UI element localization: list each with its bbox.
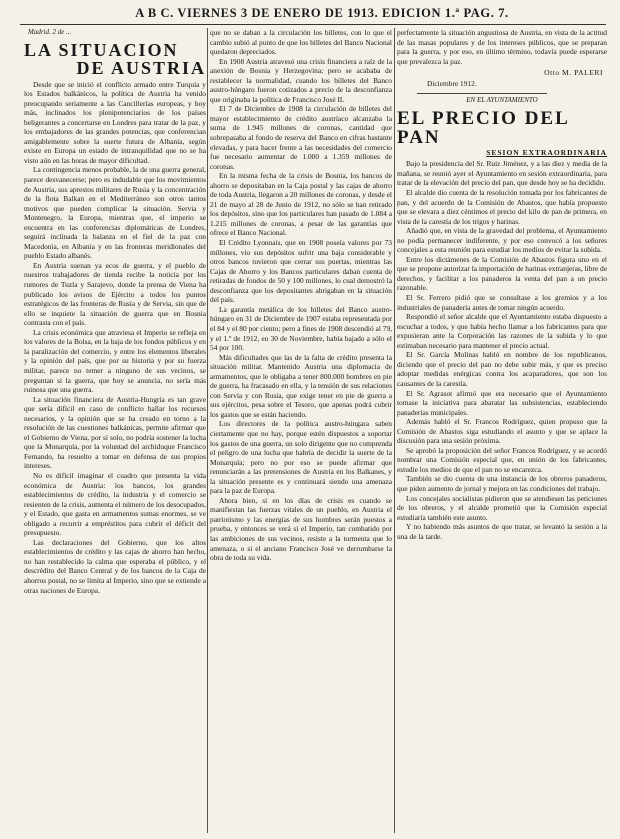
paragraph: que no se daban a la circulación los billetes, con lo que el cambio subió al punto de que los billetes del Banco Nacional quedaron depreciados. xyxy=(210,28,392,57)
paragraph: Los directores de la política austro-húngara saben ciertamente que no hay, porque estén dispuestos a soportar los gastos de una guerra, un solo dirigente que no comprenda el peligro de una lucha que habría de decidir la suerte de la Monarquía; pero no por eso se puede afirmar que renunciarán a las pretensiones de Austria en los Balkanes, y la situación presente es y continuará siendo una amenaza para la paz de Europa. xyxy=(210,419,392,496)
header-rule xyxy=(20,24,606,25)
paragraph: El Crédito Lyonnais, que en 1908 poseía valores por 73 millones, vio sus depósitos sufrir una baja considerable y otros bancos tuvieron que cerrar sus puertas, mientras las Cajas de Ahorro y los Bancos particulares daban cuenta de retiradas de fondos de 50 y 100 millones, lo cual demostró la desconfianza que los depositantes abrigaban en la situación del país. xyxy=(210,238,392,305)
paragraph: En la misma fecha de la crisis de Bosnia, los bancos de ahorro se depositaban en la Caja postal y las cajas de ahorro de toda Austria, llegaron a 20 millones de coronas, y desde el 21 de mayo al 28 de Junio de 1912, no sólo se han retirado los depósitos, sino que los particulares han pasado de 1.084 a 1.215 millones de coronas, a pesar de las garantías que ofrece el Banco Nacional. xyxy=(210,171,392,238)
paragraph: Se aprobó la proposición del señor Francos Rodríguez, y se acordó nombrar una Comisión especial que, en unión de los fabricantes, estudie los medios de que el pan no se encarezca. xyxy=(397,445,607,474)
paragraph: Respondió el señor alcalde que el Ayuntamiento estaba dispuesto a escuchar a todos, y que había hecho llamar a los fabricantes para que expusieran ante la Corporación las razones de la subida y lo que estimaban necesario para mantener el precio actual. xyxy=(397,312,607,350)
paragraph: Entre los dictámenes de la Comisión de Abastos figura uno en el que se propone autorizar la importación de harinas extranjeras, libre de derechos, y facilitar a los panaderos la venta del pan a un precio razonable. xyxy=(397,254,607,293)
paragraph: En Austria suenan ya ecos de guerra, y el pueblo de nuestros trabajadores de tienda recibe la noticia por los rumores de Tuzla y Sarajevo, donde la prensa de Viena ha publicado los avisos de Ejército a todos los puntos estratégicos de las fronteras de Rusia y de Servia, sin que de ello se inquiete la situación de guerra que en Bosnia contrasta con el país. xyxy=(24,260,206,328)
paragraph: El alcalde dio cuenta de la resolución tomada por los fabricantes de pan, y del acuerdo de la Comisión de Abastos, que había propuesto que se elevara a diez céntimos el precio del kilo de pan de primera, en vista de la carestía de los trigos y harinas. xyxy=(397,188,607,226)
paragraph: Bajo la presidencia del Sr. Ruiz Jiménez, y a las diez y media de la mañana, se reunió ayer el Ayuntamiento en sesión extraordinaria, para tratar de la elevación del precio del pan, que desde hoy se ha decidido. xyxy=(397,159,607,188)
section-kicker: EN EL AYUNTAMIENTO xyxy=(466,96,538,105)
paragraph: La garantía metálica de los billetes del Banco austro-húngaro en 31 de Diciembre de 1907 estaba representada por el 84 y el 80 por ciento; pero a fines de 1908 descendió al 79, y el 1.º de 1912, en 30 de Noviembre, había bajado a sólo el 54 por 100. xyxy=(210,304,392,353)
paragraph: Los concejales socialistas pidieron que se atendiesen las peticiones de los obreros, y el alcalde prometió que la Comisión especial estudiaría también este asunto. xyxy=(397,493,607,522)
column-divider xyxy=(394,28,395,833)
column-1 xyxy=(24,28,206,833)
paragraph: No es difícil imaginar el cuadro que presenta la vida económica de Austria: los bancos, los grandes establecimientos de crédito, la industria y el comercio se resienten de la crisis, aumenta el número de los desocupados, y el Estado, que gasta en armamentos sumas enormes, se ve obligado a recurrir a empréstitos para cubrir el déficit del presupuesto. xyxy=(24,470,206,538)
paragraph: En 1908 Austria atravesó una crisis financiera a raíz de la anexión de Bosnia y Herzegovina; pero se acababa de restablecer la normalidad, cuando los billetes del Banco austro-húngaro fueron cotizados a precio de la desconfianza que originaba la política de Francisco José II. xyxy=(210,56,392,104)
paragraph: La situación financiera de Austria-Hungría es tan grave que sería difícil en caso de conflicto hallar los recursos necesarios, y la opinión que se ha creado en torno a la resolución de las cuestiones balkánicas, permite afirmar que el Gobierno de Viena, por sí solo, no podría sostener la lucha que la Monarquía, por la voluntad del archiduque Francisco Fernando, ha resuelto a tomar en defensa de sus propios intereses. xyxy=(24,394,206,471)
article-subtitle: SESION EXTRAORDINARIA xyxy=(486,147,607,157)
article-title-line-2: DE AUSTRIA xyxy=(76,57,206,78)
article-title-line-1: LA SITUACION xyxy=(24,39,179,60)
paragraph: El Sr. Agrasot afirmó que era necesario que el Ayuntamiento tomase la iniciativa para abaratar las subsistencias, estableciendo panaderías municipales. xyxy=(397,388,607,417)
paragraph: Desde que se inició el conflicto armado entre Turquía y los Estados balkánicos, la política de Austria ha venido preocupando seriamente a las Cancillerías europeas, y hoy más, inclinados los plenipotenciarios de los países beligerantes a concertarse en Londres para tratar de la paz, y los embajadores de las grandes potencias, que conferencian amigablemente sobre la suerte futura de Albania, según existe en Europa un estado de intranquilidad que no se ha visto aún en las horas de mayor dificultad. xyxy=(24,79,206,165)
paragraph: La contingencia menos probable, la de una guerra general, parece desvanecerse; pero es indudable que los movimientos de Austria, sus aprestos militares de Rusia y la concentración de la flota Balkan en el Mediterráneo son otros tantos motivos que pueden complicar la situación. Servia y Montenegro, la Europa, mientras que, el imperio se encuentra en las conferencias diplomáticas de Londres, seguirá inclinada la balanza en el fiel de la paz con Macedonia, en Albania y en las fronteras meridionales del pueblo Estado albanés. xyxy=(24,165,206,261)
paragraph: El 7 de Diciembre de 1908 la circulación de billetes del mayor establecimiento de crédito austríaco alcanzaba la suma de 1.945 millones de coronas, cantidad que sobrepasaba al fondo de reserva del Banco en cifras bastante elevadas, y para hacer frente a las necesidades del comercio fue necesario aumentar de 1.000 a 1.359 millones de coronas. xyxy=(210,104,392,171)
paragraph: Las declaraciones del Gobierno, que los altos establecimientos de crédito y las cajas de ahorro han hecho, no han restablecido la calma que esperaba el público, y el descrédito del Banco Central y de los bancos de la Caja de ahorros postal, no se limita al Imperio, sino que se extiende a otras naciones de Europa. xyxy=(24,537,206,595)
section-separator xyxy=(417,93,547,94)
paragraph: La crisis económica que atraviesa el Imperio se refleja en los valores de la Bolsa, en la baja de los fondos públicos y en la paralización del comercio, y entre los elementos liberales y la opinión del país, que por su historia y por su fuerza militar, parece no temer a ninguno de sus vecinos, se preguntan si la guerra, que hoy se anuncia, no sería más ruinosa que una guerra. xyxy=(24,327,206,395)
article-kicker: Madrid. 2 de ... xyxy=(28,28,72,36)
paragraph: Ahora bien, si en los días de crisis es cuando se manifiestan las fuerzas vitales de un pueblo, en Austria el patriotismo y las energías de sus hombres serán puestos a prueba, y entonces se verá si el Imperio, tan combatido por las ambiciones de sus vecinos, resiste a la tormenta que lo amenaza, o si el anciano Francisco José ve derrumbarse la obra de toda su vida. xyxy=(210,495,392,563)
paragraph: Más dificultades que las de la falta de crédito presenta la situación militar. Mantenido Austria una diplomacia de armamentos, que le obligaba a tener 800.000 hombres en pie de guerra, ha fracasado en ella, y la tensión de sus relaciones con Servia y con Rusia, que exige tener en pie de guerra a sus ejércitos, pesa sobre el Tesoro, que apenas podrá cubrir los gastos que se están haciendo. xyxy=(210,352,392,419)
paragraph: Añadió que, en vista de la gravedad del problema, el Ayuntamiento no podía permanecer indiferente, y por eso convocó a los señores concejales a esta reunión para estudiar los medios de evitar la subida. xyxy=(397,226,607,255)
running-head: A B C. VIERNES 3 DE ENERO DE 1913. EDICION 1.ª PAG. 7. xyxy=(135,6,509,20)
column-divider xyxy=(207,28,208,833)
column-3 xyxy=(397,28,607,833)
paragraph: El Sr. García Molinas habló en nombre de los republicanos, diciendo que el precio del pan no debe subir más, y que es preciso adoptar medidas enérgicas contra los acaparadores, que son los causantes de la carestía. xyxy=(397,350,607,388)
column-2 xyxy=(210,28,392,833)
paragraph: Además habló el Sr. Francos Rodríguez, quien propuso que la Comisión de Abastos siga estudiando el asunto y que se aplace la discusión para una sesión próxima. xyxy=(397,417,607,446)
author-signature: Otto M. PALERI xyxy=(544,68,603,78)
paragraph: También se dio cuenta de una instancia de los obreros panaderos, que piden aumento de jornal y mejora en las condiciones del trabajo. xyxy=(397,474,607,493)
paragraph: perfectamente la situación angustiosa de Austria, en vista de la actitud de las masas populares y de los intereses públicos, que se preparan para la guerra, y por eso, en último término, todavía puede esperarse que prevalezca la paz. xyxy=(397,28,607,66)
paragraph: Y no habiendo más asuntos de que tratar, se levantó la sesión a la una de la tarde. xyxy=(397,522,607,541)
dateline: Diciembre 1912. xyxy=(427,78,477,88)
paragraph: El Sr. Ferrero pidió que se consultase a los gremios y a los industriales de panadería antes de tomar ningún acuerdo. xyxy=(397,293,607,312)
article-title: EL PRECIO DEL PAN xyxy=(397,107,569,148)
